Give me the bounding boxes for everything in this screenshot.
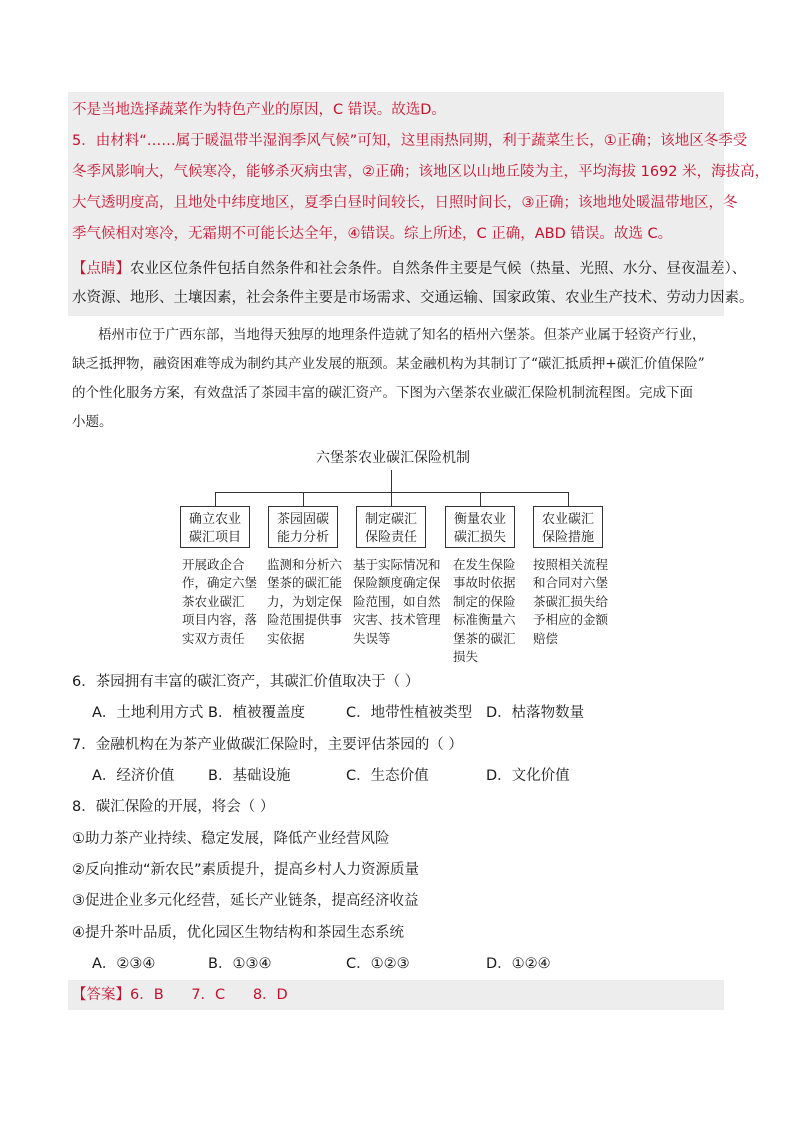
- diagram-box-5: [533, 506, 603, 548]
- diagram-connector: [215, 492, 569, 493]
- diagram-desc-5: 按照相关流程 和合同对六堡 茶碳汇损失给 予相应的金额 赔偿: [533, 557, 609, 646]
- q8-item-3: ③促进企业多元化经营，延长产业链条，提高经济收益: [72, 893, 419, 909]
- q5-judgement: ③正确: [521, 195, 564, 211]
- q8-option-a: A．②③④: [92, 956, 156, 972]
- q5-text: 冬季风影响大，气候寒冷，能够杀灭病虫害，: [72, 164, 362, 180]
- diagram-connector: [391, 492, 392, 506]
- analysis-line-1: 不是当地选择蔬菜作为特色产业的原因，C 错误。故选D。: [72, 102, 446, 118]
- diagram-connector: [568, 492, 569, 506]
- box-label: 确立农业: [188, 512, 241, 527]
- diagram-connector: [391, 470, 392, 492]
- box-label: 茶园固碳: [276, 512, 329, 527]
- key-point-text: 农业区位条件包括自然条件和社会条件。自然条件主要是气候（热量、光照、水分、昼夜温差）、: [130, 261, 747, 277]
- key-point-tag: 【点睛】: [72, 261, 130, 277]
- intro-line-3: 的个性化服务方案，有效盘活了茶园丰富的碳汇资产。下图为六堡茶农业碳汇保险机制流程图。完成下面: [72, 385, 693, 401]
- question-8: 8．碳汇保险的开展，将会（ ）: [72, 799, 275, 815]
- diagram-desc-3: 基于实际情况和 保险额度确定保 险范围，如自然 灾害、技术管理 失误等: [353, 557, 441, 646]
- q5-text: ；该地区以山地丘陵为主，平均海拔 1692 米，海拔高，: [404, 164, 770, 180]
- q5-text: ；该地区冬季受: [645, 133, 748, 149]
- q8-item-4: ④提升茶叶品质，优化园区生物结构和茶园生态系统: [72, 925, 404, 941]
- question-6: 6．茶园拥有丰富的碳汇资产，其碳汇价值取决于（ ）: [72, 674, 420, 690]
- answer-tag: 【答案】: [72, 987, 130, 1003]
- answer-text: 6．B 7．C 8．D: [130, 987, 288, 1003]
- q7-option-b: B．基础设施: [208, 768, 291, 784]
- diagram-box-2: [268, 506, 338, 548]
- q5-text: 大气透明度高，且地处中纬度地区，夏季白昼时间较长，日照时间长，: [72, 195, 522, 211]
- q6-option-a: A．土地利用方式: [92, 705, 204, 721]
- q5-analysis-line-1: [72, 126, 747, 157]
- intro-line-2: 缺乏抵押物，融资困难等成为制约其产业发展的瓶颈。某金融机构为其制订了“碳汇抵质押+碳汇价值保险”: [72, 356, 705, 372]
- q5-text: 5．由材料“……属于暖温带半湿润季风气候”可知，这里雨热同期，利于蔬菜生长，: [72, 133, 604, 149]
- q8-option-d: D．①②④: [486, 956, 551, 972]
- box-label: 碳汇损失: [453, 530, 506, 545]
- q5-analysis-line-2: [72, 157, 769, 188]
- q5-text: ；该地地处暖温带地区，冬: [563, 195, 738, 211]
- q6-option-b: B．植被覆盖度: [208, 705, 305, 721]
- q5-judgement: ①正确: [603, 133, 646, 149]
- key-point-line-1: [72, 254, 746, 285]
- q5-analysis-line-3: [72, 188, 738, 219]
- q6-option-c: C．地带性植被类型: [346, 705, 473, 721]
- diagram-desc-1: 开展政企合 作，确定六堡 茶农业碳汇 项目内容，落 实双方责任: [182, 557, 258, 646]
- diagram-connector: [215, 492, 216, 506]
- q5-text: 季气候相对寒冷，无霜期不可能长达全年，: [72, 226, 348, 242]
- q8-option-c: C．①②③: [346, 956, 410, 972]
- q7-option-c: C．生态价值: [346, 768, 429, 784]
- q8-item-1: ①助力茶产业持续、稳定发展，降低产业经营风险: [72, 831, 390, 847]
- question-7: 7．金融机构在为茶产业做碳汇保险时，主要评估茶园的（ ）: [72, 737, 463, 753]
- diagram-connector: [480, 492, 481, 506]
- diagram-title: 六堡茶农业碳汇保险机制: [316, 450, 470, 466]
- diagram-desc-4: 在发生保险 事故时依据 制定的保险 标准衡量六 堡茶的碳汇 损失: [453, 557, 516, 665]
- q7-option-d: D．文化价值: [486, 768, 570, 784]
- q5-text: 。综上所述，C 正确，ABD 错误。故选 C。: [389, 226, 673, 242]
- diagram-connector: [303, 492, 304, 506]
- box-label: 制定碳汇: [364, 512, 417, 527]
- q5-judgement: ②正确: [362, 164, 404, 180]
- box-label: 能力分析: [276, 530, 329, 545]
- box-label: 农业碳汇: [541, 512, 594, 527]
- key-point-line-2: 水资源、地形、土壤因素，社会条件主要是市场需求、交通运输、国家政策、农业生产技术、劳动力因素。: [72, 290, 754, 306]
- q8-option-b: B．①③④: [208, 956, 272, 972]
- box-label: 保险责任: [364, 530, 417, 545]
- box-label: 保险措施: [541, 530, 594, 545]
- q5-analysis-line-4: [72, 219, 672, 250]
- q5-judgement: ④错误: [347, 226, 390, 242]
- diagram-box-4: [445, 506, 515, 548]
- intro-line-4: 小题。: [72, 414, 113, 430]
- diagram-box-1: [180, 506, 250, 548]
- q7-option-a: A．经济价值: [92, 768, 175, 784]
- q8-item-2: ②反向推动“新农民”素质提升，提高乡村人力资源质量: [72, 862, 420, 878]
- answer-line: [72, 980, 288, 1011]
- box-label: 碳汇项目: [188, 530, 241, 545]
- box-label: 衡量农业: [453, 512, 506, 527]
- q6-option-d: D．枯落物数量: [486, 705, 585, 721]
- diagram-box-3: [356, 506, 426, 548]
- intro-line-1: 梧州市位于广西东部，当地得天独厚的地理条件造就了知名的梧州六堡茶。但茶产业属于轻资产行业，: [98, 327, 706, 343]
- diagram-desc-2: 监测和分析六 堡茶的碳汇能 力，为划定保 险范围提供事 实依据: [267, 557, 343, 646]
